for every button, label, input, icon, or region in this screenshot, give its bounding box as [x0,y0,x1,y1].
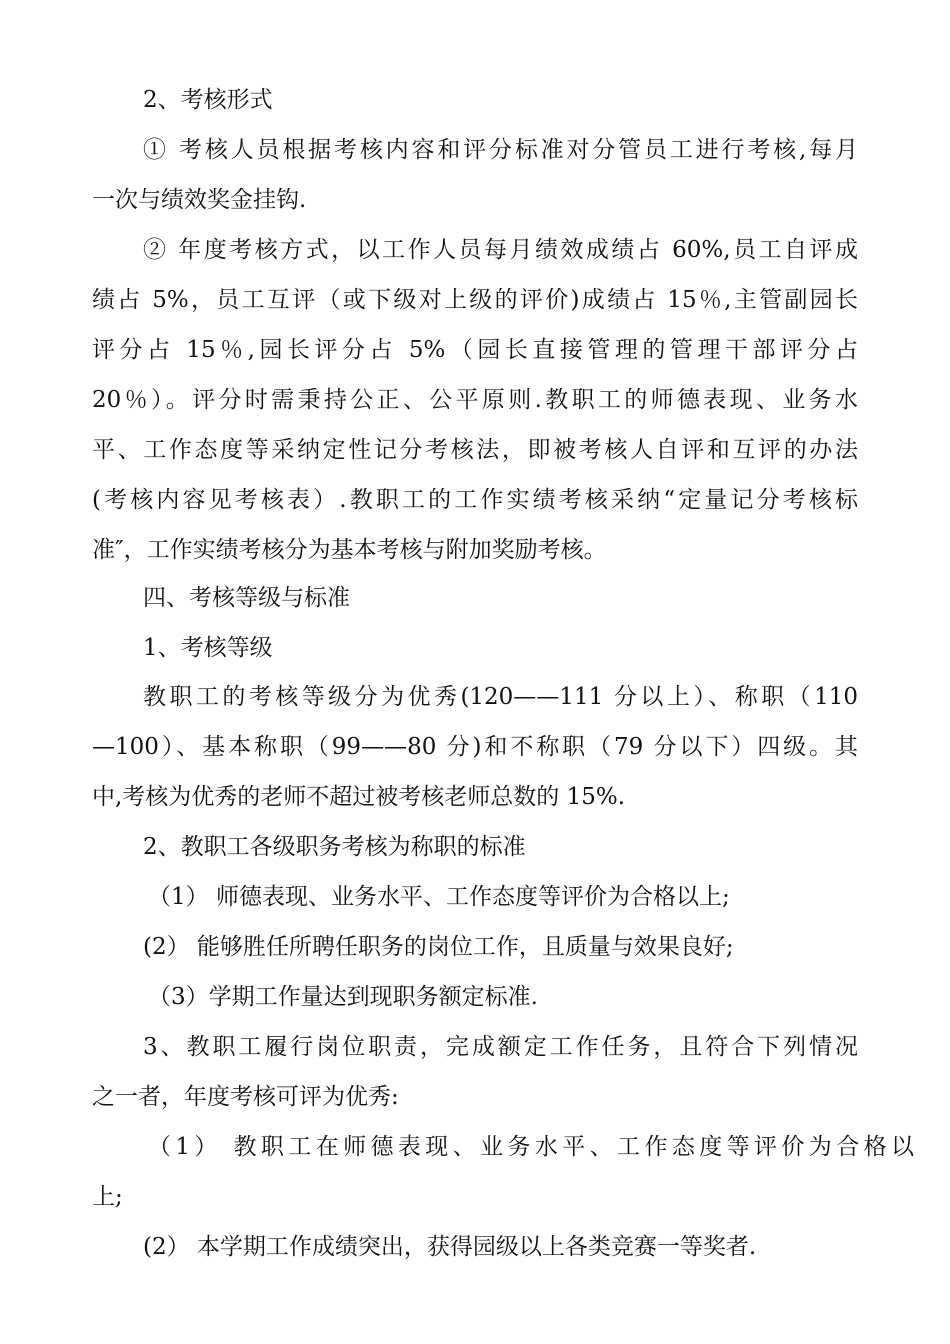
text-line-content: 准″，工作实绩考核分为基本考核与附加奖励考核。 [92,537,607,563]
text-line-14 [0,727,950,767]
text-line-4 [0,230,950,270]
text-line-23 [0,1177,950,1217]
text-line-content: ① 考核人员根据考核内容和评分标准对分管员工进行考核,每月 [143,137,858,163]
text-line-20 [0,1027,950,1067]
text-line-content: 评分占 15％,园长评分占 5%（园长直接管理的管理干部评分占 [92,337,858,363]
text-line-3 [0,180,950,220]
text-line-19 [0,977,950,1017]
text-line-18 [0,927,950,967]
text-line-1 [0,80,950,120]
text-line-content: 一次与绩效奖金挂钩. [92,187,307,213]
text-line-content: (考核内容见考核表）.教职工的工作实绩考核采纳“定量记分考核标 [92,487,858,513]
text-line-10 [0,530,950,570]
text-line-6 [0,330,950,370]
text-line-content: 四、考核等级与标准 [143,585,350,611]
text-line-24 [0,1227,950,1267]
text-line-content: 之一者，年度考核可评为优秀: [92,1084,399,1110]
text-line-content: 平、工作态度等采纳定性记分考核法，即被考核人自评和互评的办法 [92,437,858,463]
text-line-content: 3、教职工履行岗位职责，完成额定工作任务，且符合下列情况 [143,1034,858,1060]
text-line-content: —100）、基本称职（99——80 分)和不称职（79 分以下）四级。其 [92,734,858,760]
text-line-content: （3）学期工作量达到现职务额定标准. [148,984,538,1010]
text-line-content: (2） 本学期工作成绩突出，获得园级以上各类竞赛一等奖者. [143,1234,757,1260]
text-line-17 [0,877,950,917]
text-line-21 [0,1077,950,1117]
text-line-content: 教职工的考核等级分为优秀(120——111 分以上）、称职（110 [143,684,858,710]
text-line-content: 绩占 5%，员工互评（或下级对上级的评价)成绩占 15％,主管副园长 [92,287,858,313]
text-line-content: （1） 师德表现、业务水平、工作态度等评价为合格以上; [148,884,730,910]
text-line-22 [0,1127,950,1167]
text-line-12 [0,628,950,668]
text-line-content: 中,考核为优秀的老师不超过被考核老师总数的 15%. [92,784,626,810]
text-line-7 [0,380,950,420]
text-line-content: ② 年度考核方式，以工作人员每月绩效成绩占 60%,员工自评成 [143,237,858,263]
text-line-2 [0,130,950,170]
text-line-content: 2、考核形式 [143,87,273,113]
text-line-15 [0,777,950,817]
text-line-content: 上; [92,1184,123,1210]
text-line-9 [0,480,950,520]
text-line-content: （1） 教职工在师德表现、业务水平、工作态度等评价为合格以 [148,1134,914,1160]
text-line-13 [0,677,950,717]
text-line-16 [0,827,950,867]
text-line-content: 1、考核等级 [143,635,273,661]
text-line-5 [0,280,950,320]
text-line-content: 20％）。评分时需秉持公正、公平原则.教职工的师德表现、业务水 [92,387,858,413]
text-line-content: (2） 能够胜任所聘任职务的岗位工作，且质量与效果良好; [143,934,734,960]
text-line-content: 2、教职工各级职务考核为称职的标准 [143,834,526,860]
text-line-11 [0,578,950,618]
text-line-8 [0,430,950,470]
